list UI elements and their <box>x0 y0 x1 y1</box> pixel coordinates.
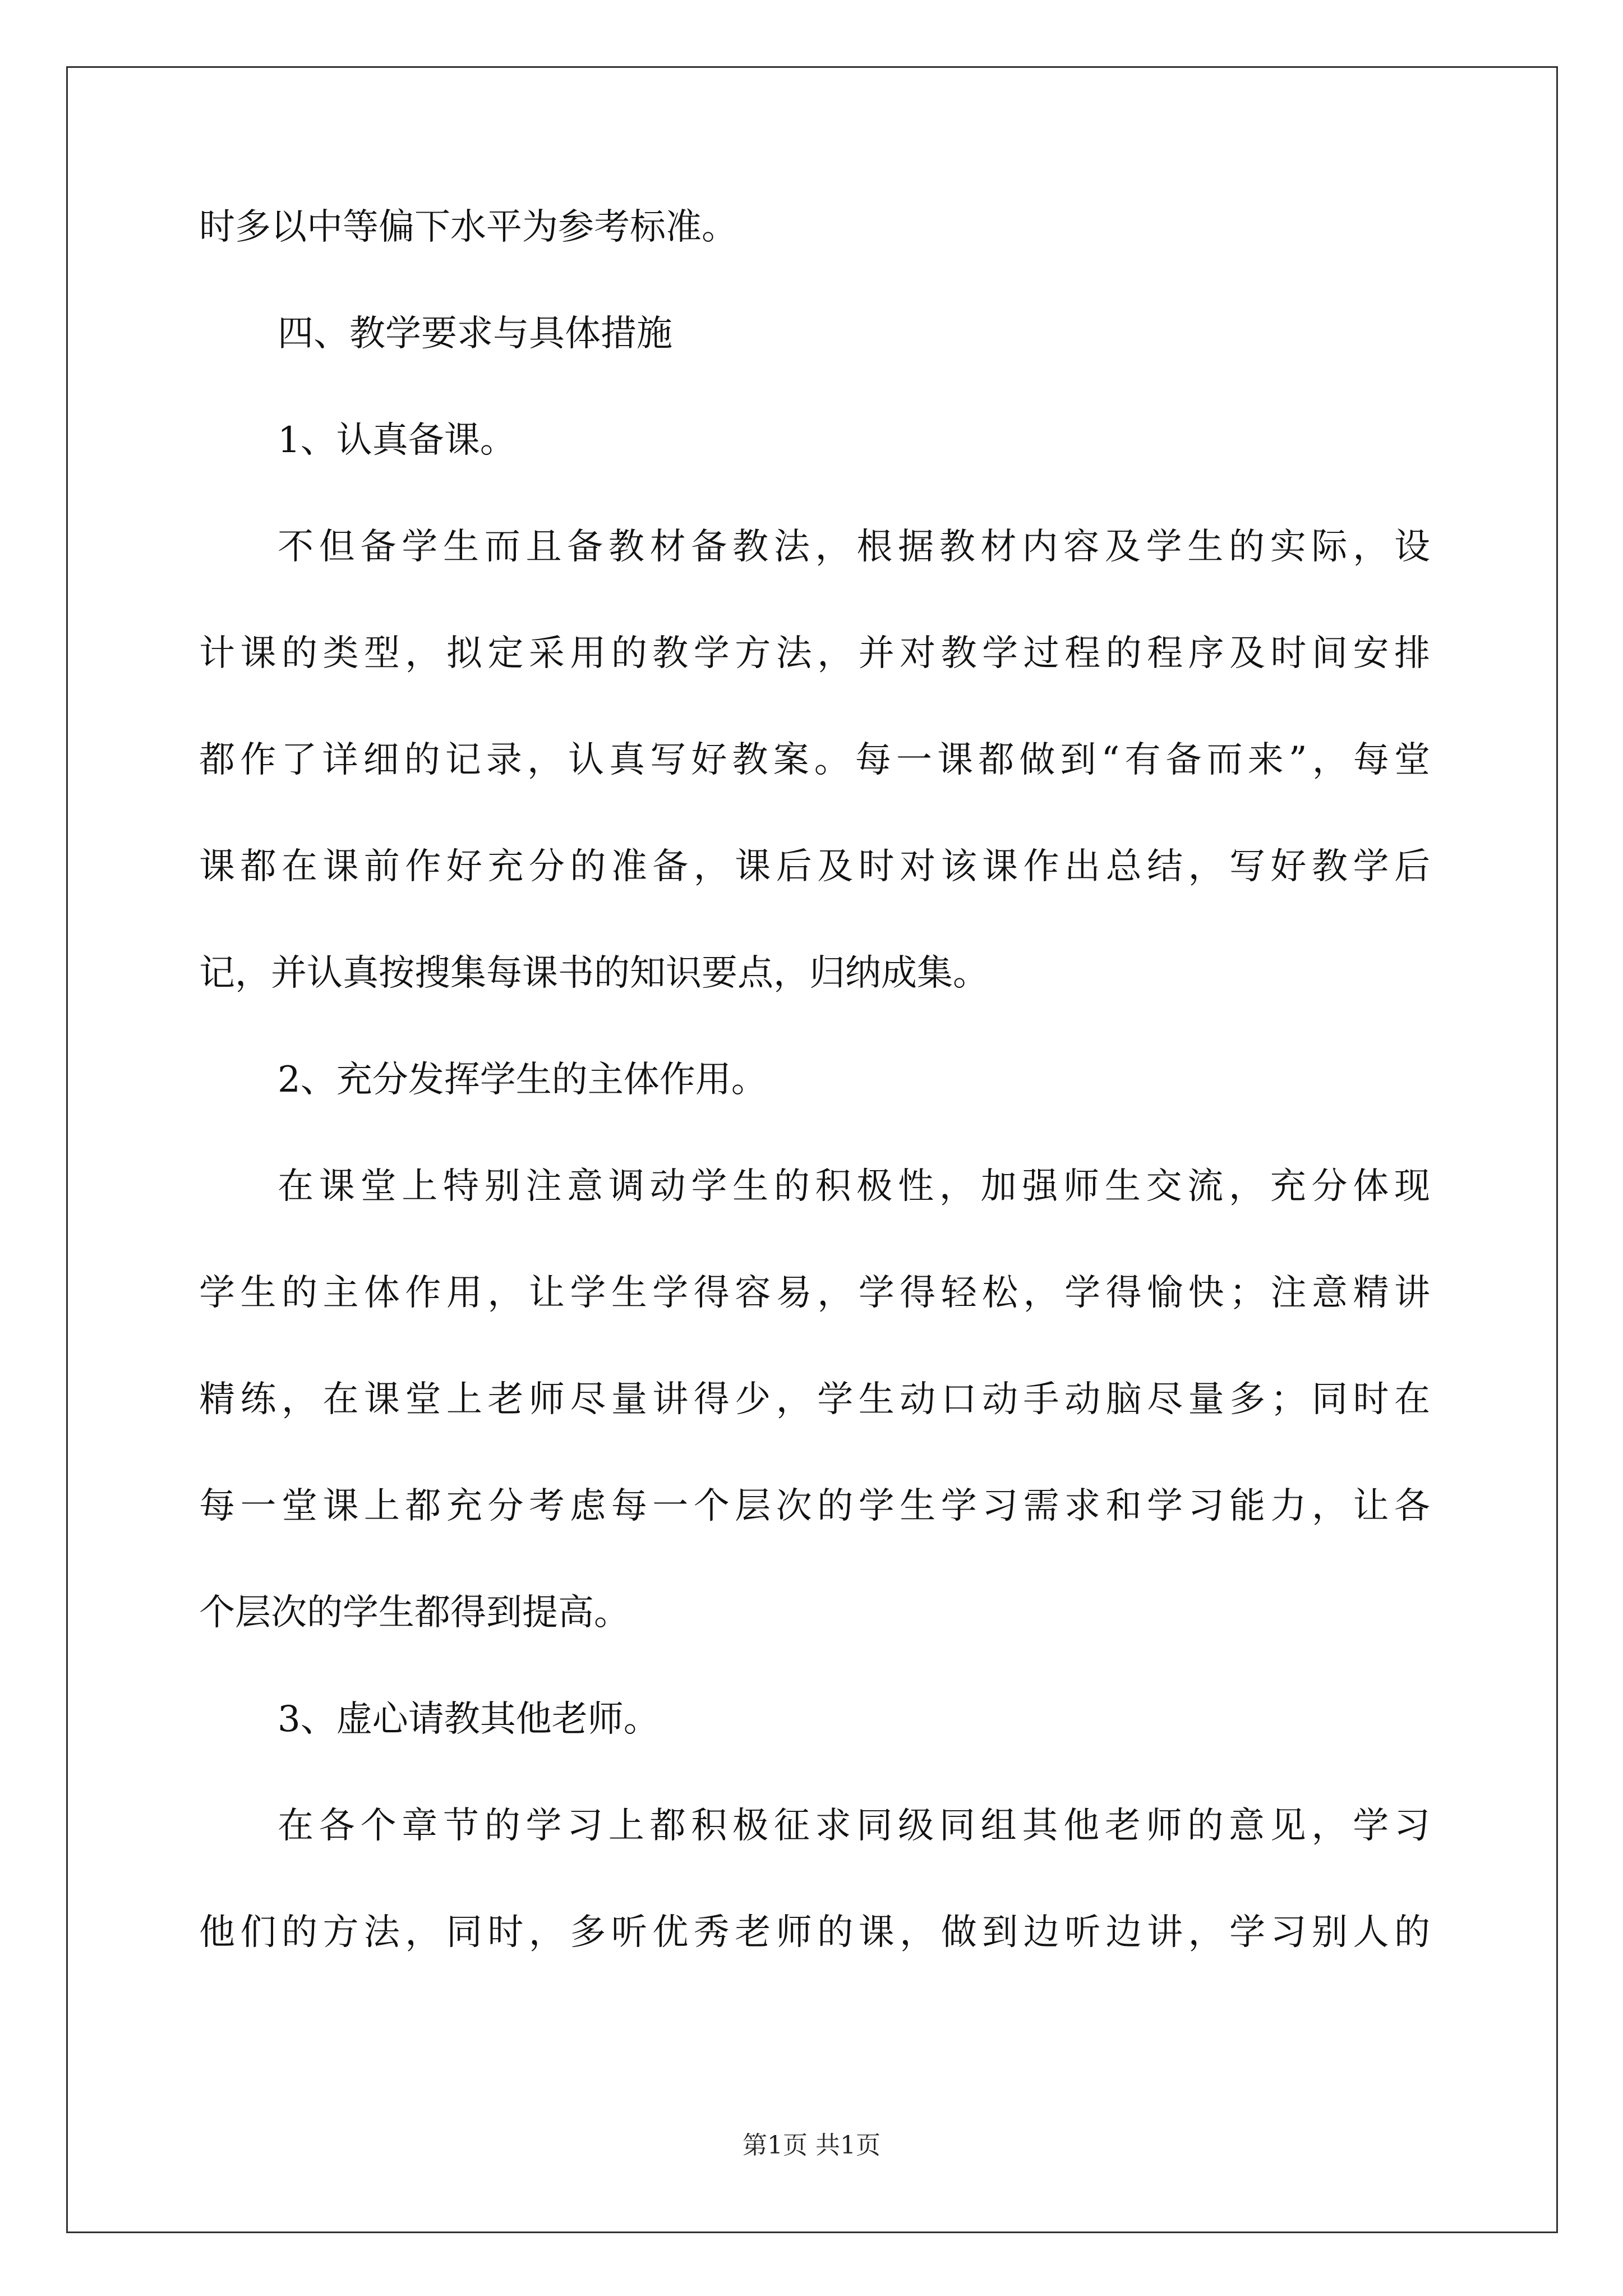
text-line: 时多以中等偏下水平为参考标准。 <box>199 206 737 248</box>
text-line: 在课堂上特别注意调动学生的积极性，加强师生交流，充分体现 <box>278 1166 1430 1207</box>
text-line: 1、认真备课。 <box>278 420 516 461</box>
text-line: 每一堂课上都充分考虑每一个层次的学生学习需求和学习能力，让各 <box>199 1485 1430 1527</box>
text-line: 个层次的学生都得到提高。 <box>199 1592 630 1634</box>
text-line: 不但备学生而且备教材备教法，根据教材内容及学生的实际，设 <box>278 526 1430 568</box>
text-line: 计课的类型，拟定采用的教学方法，并对教学过程的程序及时间安排 <box>199 633 1430 674</box>
text-line: 记，并认真按搜集每课书的知识要点，归纳成集。 <box>199 953 989 994</box>
text-line: 课都在课前作好充分的准备，课后及时对该课作出总结，写好教学后 <box>199 846 1430 887</box>
text-line: 都作了详细的记录，认真写好教案。每一课都做到“有备而来”，每堂 <box>199 739 1430 781</box>
text-line: 四、教学要求与具体措施 <box>278 313 672 355</box>
text-line: 在各个章节的学习上都积极征求同级同组其他老师的意见，学习 <box>278 1805 1430 1847</box>
text-line: 2、充分发挥学生的主体作用。 <box>278 1059 767 1101</box>
text-line: 3、虚心请教其他老师。 <box>278 1699 660 1740</box>
text-line: 他们的方法，同时，多听优秀老师的课，做到边听边讲，学习别人的 <box>199 1912 1430 1953</box>
text-line: 学生的主体作用，让学生学得容易，学得轻松，学得愉快；注意精讲 <box>199 1272 1430 1314</box>
text-line: 精练，在课堂上老师尽量讲得少，学生动口动手动脑尽量多；同时在 <box>199 1379 1430 1420</box>
page-footer: 第1页 共1页 <box>743 2131 880 2160</box>
